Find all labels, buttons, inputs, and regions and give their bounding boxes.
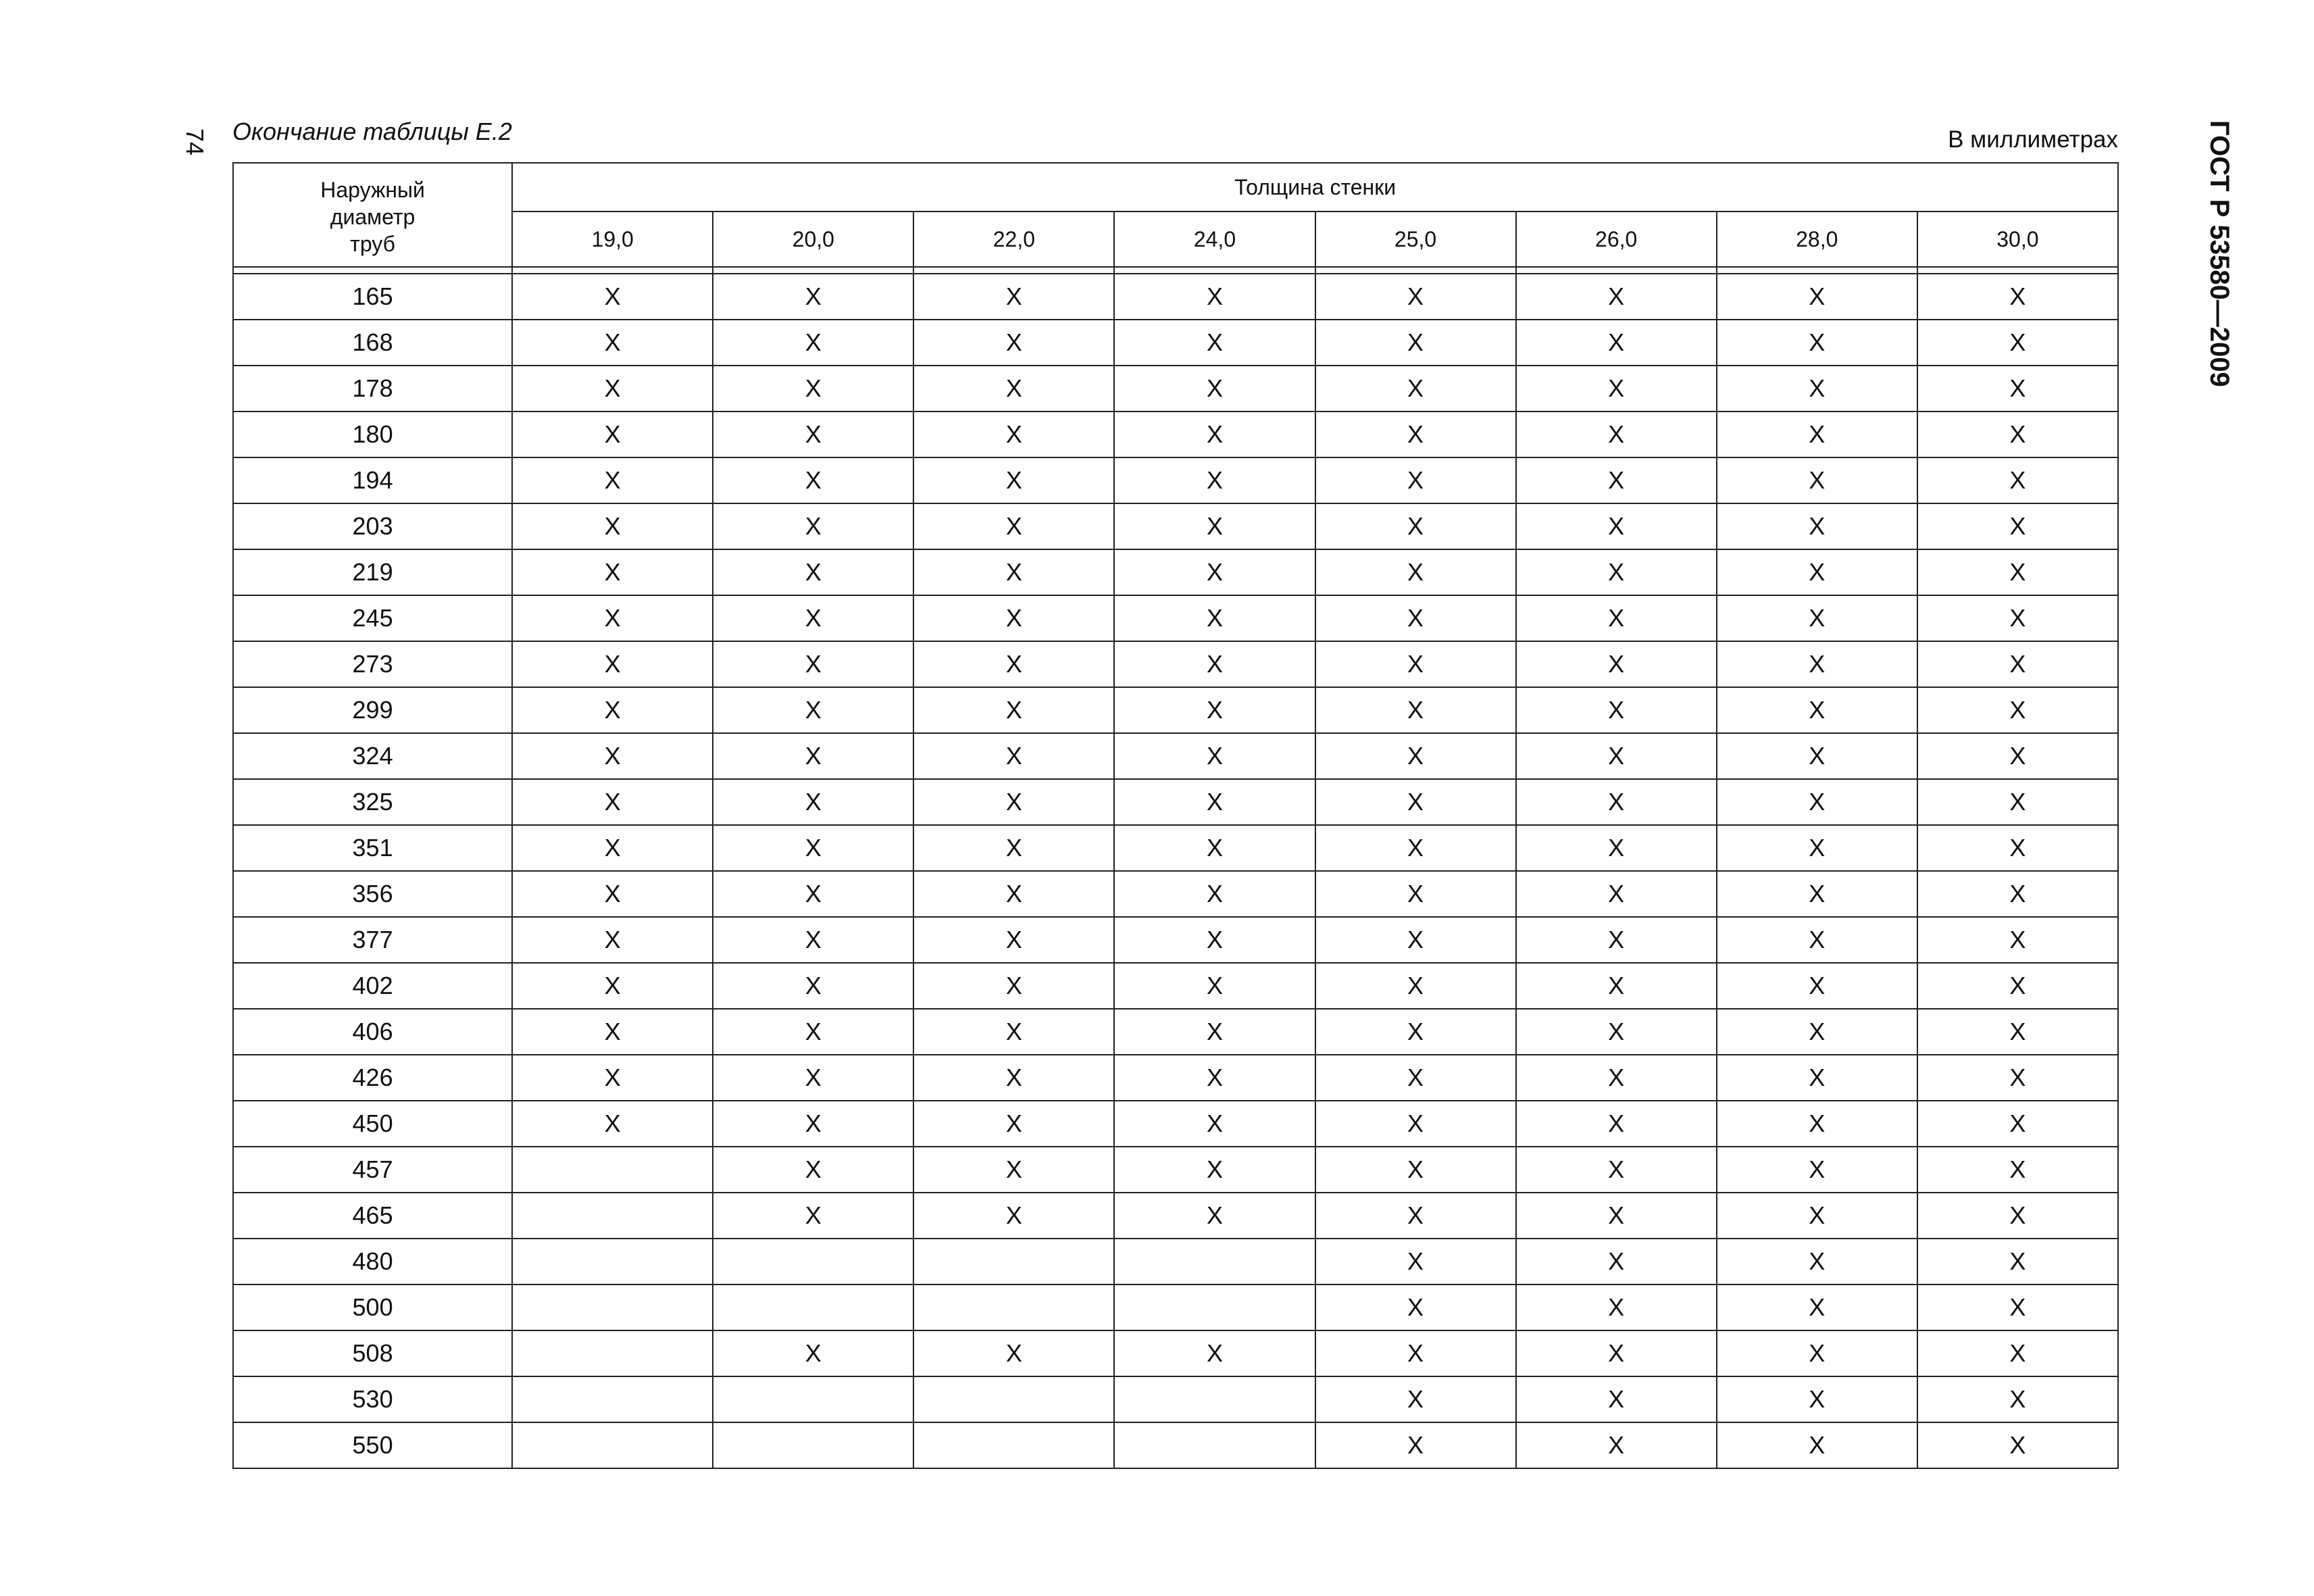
availability-cell: X [1917, 1101, 2118, 1147]
table-row [233, 963, 2118, 1009]
availability-cell: X [713, 825, 913, 871]
table-row [233, 733, 2118, 779]
availability-cell: X [1717, 1330, 1917, 1376]
availability-cell [913, 1376, 1114, 1422]
availability-cell: X [1917, 1376, 2118, 1422]
table-row [233, 366, 2118, 412]
availability-cell: X [1917, 366, 2118, 412]
availability-cell: X [512, 687, 713, 733]
table-row [233, 917, 2118, 963]
table-header [233, 163, 2118, 267]
availability-cell [512, 1147, 713, 1193]
availability-cell: X [1315, 641, 1516, 687]
availability-cell: X [913, 503, 1114, 549]
availability-cell: X [1315, 1101, 1516, 1147]
availability-cell [713, 1285, 913, 1330]
separator-cell [1114, 267, 1315, 274]
availability-cell: X [512, 320, 713, 366]
availability-cell: X [1315, 412, 1516, 457]
separator-cell [512, 267, 713, 274]
availability-cell: X [1516, 1285, 1717, 1330]
availability-cell: X [1717, 320, 1917, 366]
availability-cell: X [1516, 1193, 1717, 1239]
separator-cell [1717, 267, 1917, 274]
availability-cell [1114, 1376, 1315, 1422]
header-outer-diameter-line: диаметр [330, 205, 416, 229]
availability-cell: X [1114, 457, 1315, 503]
availability-cell: X [1516, 366, 1717, 412]
separator-cell [913, 267, 1114, 274]
availability-cell: X [1717, 1193, 1917, 1239]
availability-cell: X [512, 274, 713, 320]
availability-cell: X [512, 503, 713, 549]
availability-cell: X [1315, 1147, 1516, 1193]
standard-designation: ГОСТ Р 53580—2009 [2205, 120, 2234, 387]
availability-cell: X [512, 366, 713, 412]
diameter-cell: 273 [233, 641, 512, 687]
availability-cell: X [713, 687, 913, 733]
table-separator [233, 267, 2118, 274]
availability-cell [713, 1376, 913, 1422]
availability-cell: X [512, 779, 713, 825]
availability-cell: X [713, 917, 913, 963]
table-row [233, 1147, 2118, 1193]
availability-cell: X [1114, 779, 1315, 825]
availability-cell: X [1315, 1055, 1516, 1101]
diameter-cell: 457 [233, 1147, 512, 1193]
availability-cell: X [713, 641, 913, 687]
availability-cell: X [913, 963, 1114, 1009]
diameter-cell: 178 [233, 366, 512, 412]
availability-cell: X [1717, 412, 1917, 457]
availability-cell: X [913, 457, 1114, 503]
availability-cell: X [713, 412, 913, 457]
header-row-columns [233, 211, 2118, 267]
table-row [233, 1055, 2118, 1101]
availability-cell: X [913, 320, 1114, 366]
availability-cell [713, 1422, 913, 1468]
availability-cell: X [1114, 412, 1315, 457]
availability-cell: X [1114, 1009, 1315, 1055]
availability-cell: X [1315, 595, 1516, 641]
separator-cell [713, 267, 913, 274]
availability-cell: X [1516, 641, 1717, 687]
separator-row [233, 267, 2118, 274]
availability-cell: X [1717, 779, 1917, 825]
availability-cell: X [1516, 733, 1717, 779]
availability-cell: X [1516, 1330, 1717, 1376]
availability-cell: X [512, 871, 713, 917]
availability-cell: X [1114, 503, 1315, 549]
availability-cell [713, 1239, 913, 1285]
availability-cell: X [1717, 1009, 1917, 1055]
availability-cell: X [1717, 1422, 1917, 1468]
availability-cell: X [1717, 549, 1917, 595]
availability-cell: X [512, 917, 713, 963]
header-thickness-column: 22,0 [913, 211, 1114, 267]
diameter-cell: 465 [233, 1193, 512, 1239]
availability-cell: X [1516, 1422, 1717, 1468]
availability-cell: X [913, 1193, 1114, 1239]
availability-cell: X [1917, 825, 2118, 871]
availability-cell: X [1917, 1147, 2118, 1193]
availability-cell: X [1114, 825, 1315, 871]
availability-cell: X [713, 871, 913, 917]
header-outer-diameter-line: Наружный [320, 178, 425, 202]
availability-cell: X [1917, 1422, 2118, 1468]
availability-cell: X [913, 1147, 1114, 1193]
availability-cell: X [1516, 1009, 1717, 1055]
wall-thickness-table [232, 162, 2119, 1469]
availability-cell: X [1114, 320, 1315, 366]
diameter-cell: 377 [233, 917, 512, 963]
table-row [233, 1330, 2118, 1376]
availability-cell: X [1917, 641, 2118, 687]
availability-cell: X [713, 1101, 913, 1147]
availability-cell: X [1114, 963, 1315, 1009]
availability-cell: X [713, 457, 913, 503]
availability-cell: X [1917, 917, 2118, 963]
availability-cell: X [1114, 366, 1315, 412]
availability-cell: X [1315, 1330, 1516, 1376]
separator-cell [1315, 267, 1516, 274]
diameter-cell: 165 [233, 274, 512, 320]
availability-cell: X [1917, 687, 2118, 733]
availability-cell: X [913, 1330, 1114, 1376]
availability-cell: X [1315, 1193, 1516, 1239]
table-row [233, 412, 2118, 457]
availability-cell: X [512, 595, 713, 641]
diameter-cell: 508 [233, 1330, 512, 1376]
diameter-cell: 180 [233, 412, 512, 457]
header-thickness-column: 19,0 [512, 211, 713, 267]
availability-cell: X [1516, 412, 1717, 457]
separator-cell [1917, 267, 2118, 274]
header-wall-thickness: Толщина стенки [512, 163, 2118, 211]
diameter-cell: 500 [233, 1285, 512, 1330]
availability-cell: X [713, 733, 913, 779]
availability-cell: X [1315, 274, 1516, 320]
availability-cell: X [1516, 274, 1717, 320]
diameter-cell: 550 [233, 1422, 512, 1468]
table-row [233, 641, 2118, 687]
availability-cell: X [1717, 1055, 1917, 1101]
diameter-cell: 299 [233, 687, 512, 733]
availability-cell: X [512, 1009, 713, 1055]
availability-cell: X [1917, 320, 2118, 366]
availability-cell [512, 1239, 713, 1285]
availability-cell: X [1516, 1055, 1717, 1101]
availability-cell: X [713, 1193, 913, 1239]
table-row [233, 320, 2118, 366]
availability-cell [913, 1422, 1114, 1468]
availability-cell: X [1917, 503, 2118, 549]
availability-cell: X [1315, 825, 1516, 871]
availability-cell: X [1114, 1330, 1315, 1376]
separator-cell [233, 267, 512, 274]
diameter-cell: 351 [233, 825, 512, 871]
availability-cell: X [1516, 457, 1717, 503]
availability-cell: X [1114, 549, 1315, 595]
availability-cell: X [1114, 641, 1315, 687]
availability-cell: X [1315, 1422, 1516, 1468]
table-row [233, 1101, 2118, 1147]
table-row [233, 1239, 2118, 1285]
header-thickness-column: 28,0 [1717, 211, 1917, 267]
availability-cell: X [913, 641, 1114, 687]
diameter-cell: 325 [233, 779, 512, 825]
availability-cell: X [1717, 1239, 1917, 1285]
availability-cell [512, 1330, 713, 1376]
availability-cell: X [1717, 1101, 1917, 1147]
availability-cell: X [913, 549, 1114, 595]
availability-cell: X [1315, 917, 1516, 963]
availability-cell: X [1516, 963, 1717, 1009]
availability-cell: X [913, 825, 1114, 871]
availability-cell: X [1717, 641, 1917, 687]
availability-cell [913, 1239, 1114, 1285]
availability-cell: X [1917, 733, 2118, 779]
availability-cell: X [1315, 503, 1516, 549]
availability-cell: X [1114, 274, 1315, 320]
availability-cell: X [1516, 687, 1717, 733]
availability-cell: X [512, 457, 713, 503]
availability-cell: X [1917, 963, 2118, 1009]
diameter-cell: 402 [233, 963, 512, 1009]
availability-cell: X [1917, 1193, 2118, 1239]
availability-cell: X [1717, 503, 1917, 549]
availability-cell: X [713, 549, 913, 595]
table-caption: Окончание таблицы Е.2 [232, 118, 512, 145]
availability-cell: X [1114, 1101, 1315, 1147]
availability-cell: X [512, 412, 713, 457]
availability-cell: X [1717, 1376, 1917, 1422]
table-row [233, 549, 2118, 595]
availability-cell: X [1917, 1285, 2118, 1330]
availability-cell [1114, 1239, 1315, 1285]
availability-cell: X [1516, 917, 1717, 963]
availability-cell: X [913, 687, 1114, 733]
availability-cell [1114, 1422, 1315, 1468]
availability-cell: X [1315, 320, 1516, 366]
availability-cell: X [1717, 733, 1917, 779]
diameter-cell: 168 [233, 320, 512, 366]
availability-cell: X [713, 320, 913, 366]
availability-cell [512, 1422, 713, 1468]
availability-cell: X [1114, 687, 1315, 733]
table-row [233, 825, 2118, 871]
table-row [233, 457, 2118, 503]
diameter-cell: 219 [233, 549, 512, 595]
table-row [233, 503, 2118, 549]
availability-cell: X [713, 1147, 913, 1193]
availability-cell: X [512, 641, 713, 687]
header-outer-diameter [233, 163, 512, 267]
availability-cell: X [1917, 779, 2118, 825]
availability-cell: X [1315, 1376, 1516, 1422]
availability-cell: X [713, 779, 913, 825]
availability-cell: X [512, 963, 713, 1009]
availability-cell [512, 1193, 713, 1239]
availability-cell: X [713, 366, 913, 412]
availability-cell [1114, 1285, 1315, 1330]
availability-cell: X [1717, 871, 1917, 917]
header-row-group [233, 163, 2118, 211]
availability-cell: X [1717, 687, 1917, 733]
availability-cell: X [913, 871, 1114, 917]
availability-cell [512, 1285, 713, 1330]
availability-cell: X [1717, 274, 1917, 320]
table-body [233, 274, 2118, 1468]
availability-cell: X [1917, 595, 2118, 641]
availability-cell: X [1516, 1101, 1717, 1147]
availability-cell: X [1315, 963, 1516, 1009]
availability-cell: X [1717, 457, 1917, 503]
availability-cell: X [913, 1009, 1114, 1055]
header-outer-diameter-line: труб [350, 232, 395, 256]
separator-cell [1516, 267, 1717, 274]
availability-cell [913, 1285, 1114, 1330]
availability-cell: X [913, 779, 1114, 825]
availability-cell: X [1315, 779, 1516, 825]
header-thickness-column: 20,0 [713, 211, 913, 267]
availability-cell: X [1315, 687, 1516, 733]
availability-cell: X [1917, 1009, 2118, 1055]
availability-cell: X [512, 1055, 713, 1101]
availability-cell: X [1114, 917, 1315, 963]
units-note: В миллиметрах [1948, 126, 2118, 153]
availability-cell: X [713, 274, 913, 320]
availability-cell: X [1917, 871, 2118, 917]
header-thickness-column: 30,0 [1917, 211, 2118, 267]
availability-cell: X [713, 503, 913, 549]
diameter-cell: 203 [233, 503, 512, 549]
availability-cell: X [1917, 1330, 2118, 1376]
availability-cell: X [1717, 963, 1917, 1009]
availability-cell: X [1917, 412, 2118, 457]
availability-cell: X [1114, 1147, 1315, 1193]
availability-cell: X [913, 733, 1114, 779]
availability-cell: X [1917, 457, 2118, 503]
availability-cell: X [1516, 1376, 1717, 1422]
table-row [233, 274, 2118, 320]
availability-cell: X [913, 1101, 1114, 1147]
diameter-cell: 324 [233, 733, 512, 779]
availability-cell: X [713, 1009, 913, 1055]
availability-cell: X [1315, 871, 1516, 917]
availability-cell: X [1315, 1239, 1516, 1285]
availability-cell: X [1114, 1193, 1315, 1239]
availability-cell: X [512, 1101, 713, 1147]
availability-cell: X [1717, 366, 1917, 412]
availability-cell: X [1717, 1285, 1917, 1330]
header-thickness-column: 24,0 [1114, 211, 1315, 267]
availability-cell: X [1516, 503, 1717, 549]
availability-cell: X [1114, 733, 1315, 779]
availability-cell: X [1516, 871, 1717, 917]
availability-cell: X [512, 733, 713, 779]
availability-cell: X [1516, 1239, 1717, 1285]
availability-cell: X [1717, 917, 1917, 963]
availability-cell: X [1516, 549, 1717, 595]
availability-cell: X [913, 595, 1114, 641]
page-number: 74 [181, 128, 209, 156]
availability-cell: X [1516, 779, 1717, 825]
availability-cell: X [1717, 1147, 1917, 1193]
availability-cell: X [713, 595, 913, 641]
availability-cell: X [512, 549, 713, 595]
availability-cell: X [913, 1055, 1114, 1101]
diameter-cell: 356 [233, 871, 512, 917]
availability-cell: X [1315, 457, 1516, 503]
availability-cell: X [1516, 1147, 1717, 1193]
diameter-cell: 530 [233, 1376, 512, 1422]
header-thickness-column: 25,0 [1315, 211, 1516, 267]
availability-cell: X [713, 963, 913, 1009]
availability-cell: X [1315, 733, 1516, 779]
diameter-cell: 245 [233, 595, 512, 641]
diameter-cell: 406 [233, 1009, 512, 1055]
availability-cell: X [1315, 1285, 1516, 1330]
availability-cell: X [1516, 595, 1717, 641]
availability-cell: X [512, 825, 713, 871]
availability-cell: X [1114, 595, 1315, 641]
availability-cell: X [713, 1330, 913, 1376]
availability-cell: X [1114, 871, 1315, 917]
table-row [233, 1285, 2118, 1330]
availability-cell: X [1717, 595, 1917, 641]
diameter-cell: 194 [233, 457, 512, 503]
availability-cell: X [1114, 1055, 1315, 1101]
table-row [233, 1009, 2118, 1055]
availability-cell: X [1516, 320, 1717, 366]
availability-cell: X [1917, 549, 2118, 595]
availability-cell: X [1315, 366, 1516, 412]
table-row [233, 595, 2118, 641]
wall-thickness-table-container [232, 162, 2119, 1469]
availability-cell: X [913, 274, 1114, 320]
table-row [233, 1422, 2118, 1468]
availability-cell: X [1917, 1055, 2118, 1101]
availability-cell: X [1917, 1239, 2118, 1285]
diameter-cell: 450 [233, 1101, 512, 1147]
header-thickness-column: 26,0 [1516, 211, 1717, 267]
availability-cell: X [913, 917, 1114, 963]
diameter-cell: 426 [233, 1055, 512, 1101]
table-row [233, 1193, 2118, 1239]
availability-cell: X [1315, 1009, 1516, 1055]
availability-cell: X [913, 366, 1114, 412]
table-row [233, 779, 2118, 825]
availability-cell: X [1717, 825, 1917, 871]
availability-cell: X [1917, 274, 2118, 320]
table-row [233, 687, 2118, 733]
diameter-cell: 480 [233, 1239, 512, 1285]
availability-cell: X [1315, 549, 1516, 595]
availability-cell: X [713, 1055, 913, 1101]
table-row [233, 1376, 2118, 1422]
availability-cell: X [1516, 825, 1717, 871]
table-row [233, 871, 2118, 917]
availability-cell [512, 1376, 713, 1422]
availability-cell: X [913, 412, 1114, 457]
